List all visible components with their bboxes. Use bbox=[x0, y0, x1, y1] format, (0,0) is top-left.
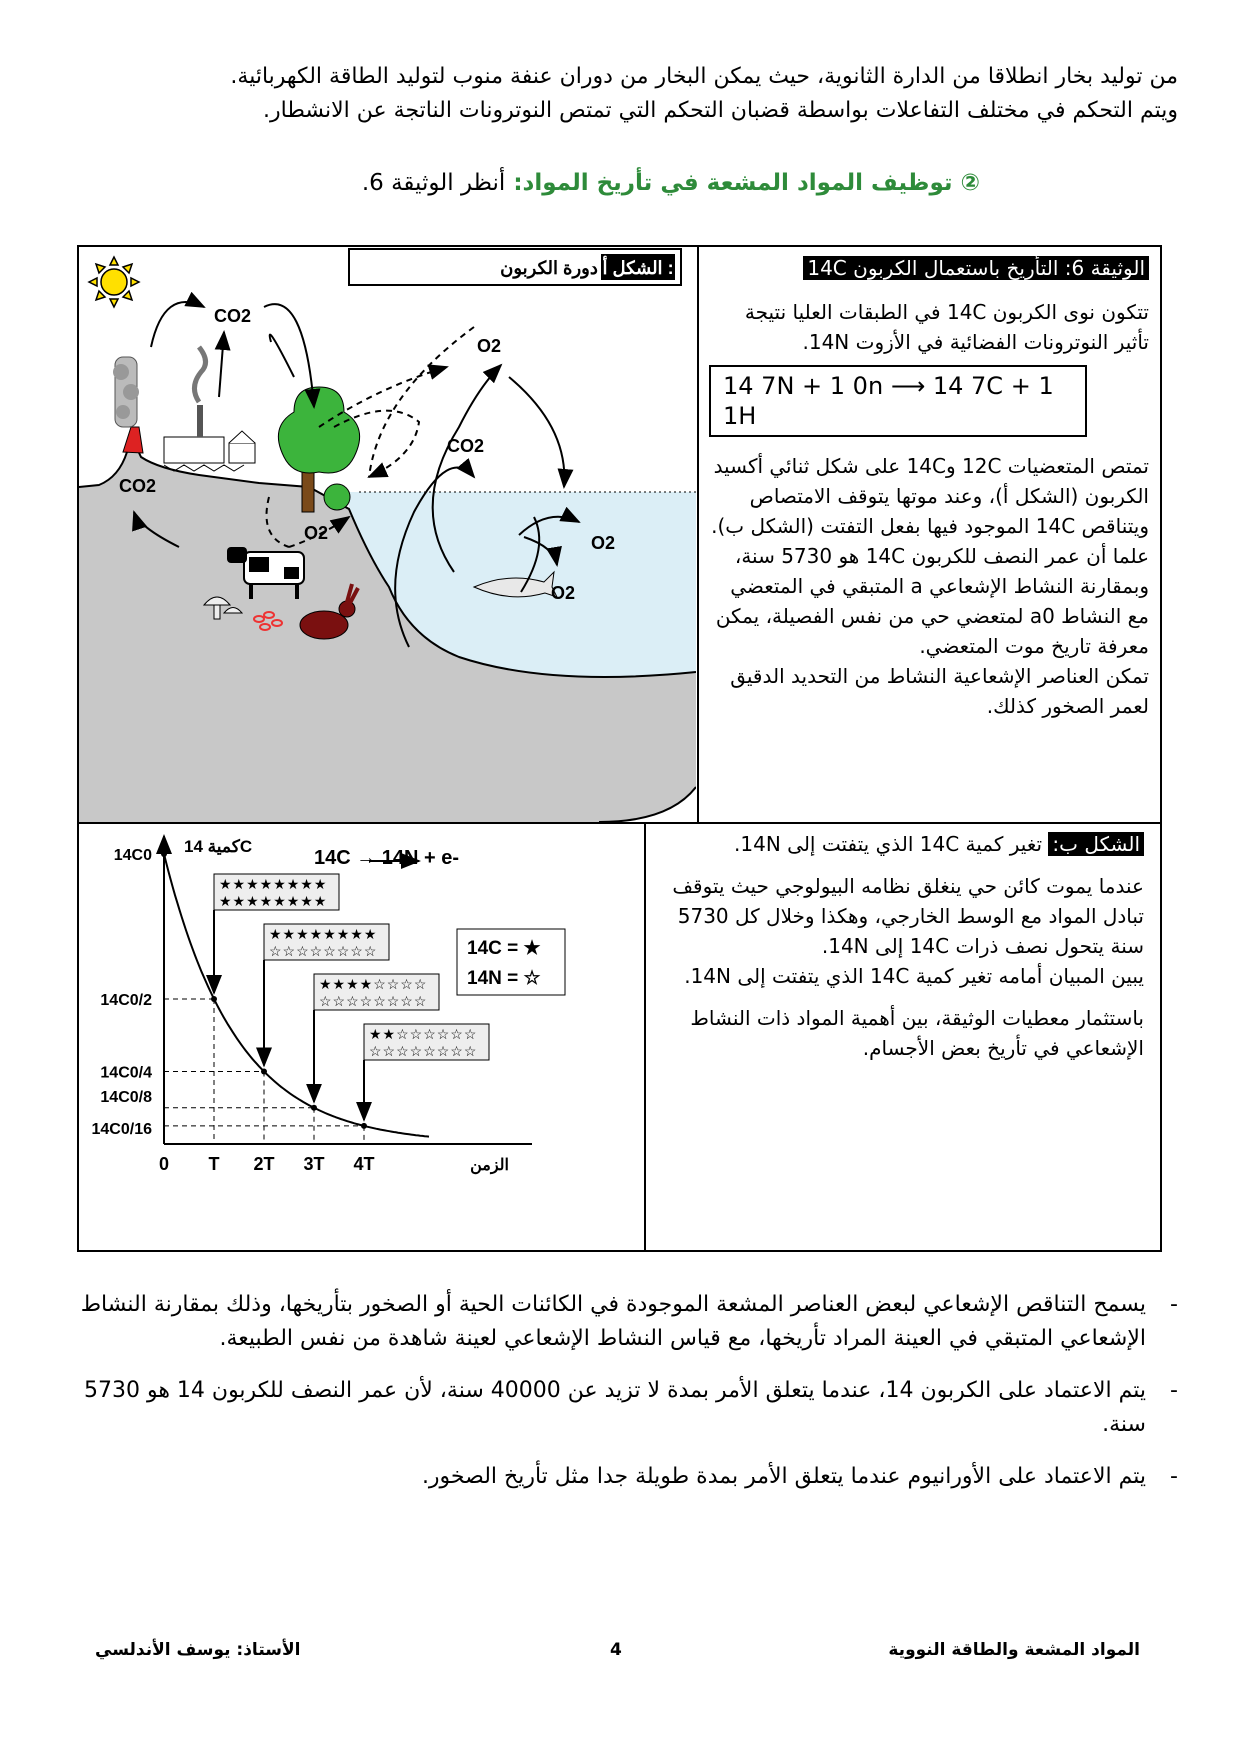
y-tick-label: 14C0 bbox=[113, 847, 152, 864]
intro-line-2: ويتم التحكم في مختلف التفاعلات بواسطة قضبان التحكم التي تمتص النوترونات الناتجة عن الانشطار. bbox=[263, 98, 1178, 123]
legend-entry: 14C = ★ bbox=[467, 938, 541, 959]
document-frame bbox=[77, 245, 1162, 1252]
atom-row: ☆☆☆☆☆☆☆☆ bbox=[319, 993, 428, 1009]
atom-row: ★★★★☆☆☆☆ bbox=[319, 976, 428, 992]
x-tick-label: 2T bbox=[253, 1154, 275, 1174]
x-axis-label: الزمن bbox=[470, 1157, 509, 1174]
bullet-text: يتم الاعتماد على الكربون 14، عندما يتعلق الأمر بمدة لا تزيد عن 40000 سنة، لأن عمر النصف للكربون 14 هو 5730 سنة. bbox=[83, 1378, 1146, 1437]
figure-a-title: دورة الكربون bbox=[500, 258, 598, 278]
atom-row: ☆☆☆☆☆☆☆☆ bbox=[369, 1043, 478, 1059]
footer-subject: المواد المشعة والطاقة النووية bbox=[888, 1640, 1140, 1660]
y-axis-label: كمية 14C bbox=[184, 837, 253, 856]
y-tick-label: 14C0/2 bbox=[100, 992, 152, 1009]
bullet-item bbox=[68, 1460, 1178, 1494]
section-number: ② bbox=[960, 170, 980, 196]
figure-b-question: باستثمار معطيات الوثيقة، بين أهمية المواد ذات النشاط الإشعاعي في تأريخ بعض الأجسام. bbox=[690, 1006, 1144, 1060]
y-tick-label: 14C0/4 bbox=[100, 1064, 152, 1082]
o2-top-label: O2 bbox=[477, 336, 502, 356]
volcano-icon bbox=[113, 357, 143, 453]
o2-fish2-label: O2 bbox=[551, 583, 576, 603]
nuclear-reaction: 14 7N + 1 0n ⟶ 14 7C + 1 1H bbox=[709, 365, 1087, 437]
x-tick-label: T bbox=[208, 1154, 220, 1174]
footer-teacher: الأستاذ: يوسف الأندلسي bbox=[95, 1640, 301, 1660]
bullet-item bbox=[68, 1374, 1178, 1442]
o2-fish1-label: O2 bbox=[591, 533, 616, 553]
divider-top bbox=[697, 247, 699, 822]
decay-chart bbox=[79, 824, 642, 1252]
co2-land-label: CO2 bbox=[119, 476, 157, 496]
bullet-marker: - bbox=[1170, 1464, 1178, 1489]
chart-title: 14C → 14N + e- bbox=[314, 847, 460, 869]
section-ref: أنظر الوثيقة 6. bbox=[361, 170, 506, 196]
doc6-para4: تمكن العناصر الإشعاعية النشاط من التحديد الدقيق لعمر الصخور كذلك. bbox=[730, 664, 1149, 718]
co2-sea-label: CO2 bbox=[447, 436, 485, 456]
carbon-cycle-figure bbox=[79, 247, 696, 822]
intro-text bbox=[58, 60, 1178, 128]
doc6-label: الوثيقة 6: التأريخ باستعمال الكربون 14C bbox=[803, 256, 1149, 280]
x-tick-label: 4T bbox=[353, 1154, 375, 1174]
intro-line-1: من توليد بخار انطلاقا من الدارة الثانوية، حيث يمكن البخار من دوران عنفة منوب لتوليد الطاقة الكهربائية. bbox=[230, 64, 1178, 89]
bullet-text: يتم الاعتماد على الأورانيوم عندما يتعلق الأمر بمدة طويلة جدا مثل تأريخ الصخور. bbox=[421, 1464, 1146, 1489]
sun-icon bbox=[89, 257, 139, 307]
bullet-marker: - bbox=[1170, 1378, 1178, 1403]
doc6-para3: علما أن عمر النصف للكربون 14C هو 5730 سنة، وبمقارنة النشاط الإشعاعي a المتبقي في المتعضي مع النشاط a0 لمتعضي حي من نفس الفصيلة، يمكن معرفة تاريخ موت المتعضي. bbox=[715, 544, 1149, 658]
y-tick-label: 14C0/8 bbox=[100, 1088, 152, 1106]
figure-a-tag: الشكل أ : bbox=[602, 258, 674, 278]
y-tick-label: 14C0/16 bbox=[91, 1120, 152, 1138]
x-tick-label: 3T bbox=[303, 1154, 325, 1174]
x-tick-label: 0 bbox=[158, 1154, 170, 1174]
divider-bottom bbox=[644, 822, 646, 1252]
data-point bbox=[161, 851, 167, 857]
conclusion-list bbox=[68, 1288, 1178, 1494]
footer-page-number: 4 bbox=[610, 1640, 622, 1660]
bullet-marker: - bbox=[1170, 1292, 1178, 1317]
factory-icon bbox=[164, 347, 255, 471]
figure-b-text bbox=[659, 829, 1144, 1063]
atom-row: ★★★★★★★★ bbox=[219, 876, 328, 892]
figure-b-para2: يبين المبيان أمامه تغير كمية 14C الذي يتفتت إلى 14N. bbox=[684, 964, 1144, 988]
section-title: توظيف المواد المشعة في تأريخ المواد: bbox=[513, 170, 953, 196]
atom-row: ★★★★★★★★ bbox=[269, 926, 378, 942]
atom-row: ☆☆☆☆☆☆☆☆ bbox=[269, 943, 378, 959]
bullet-text: يسمح التناقص الإشعاعي لبعض العناصر المشعة الموجودة في الكائنات الحية أو الصخور بتأريخها، وذلك بمقارنة النشاط الإشعاعي المتبقي في العينة المراد تأريخها، مع قياس النشاط الإشعاعي لعينة شاهدة من نفس الطبيعة. bbox=[80, 1292, 1146, 1351]
o2-tree-label: O2 bbox=[304, 523, 329, 543]
section-heading bbox=[362, 170, 980, 196]
atom-row: ★★★★★★★★ bbox=[219, 893, 328, 909]
doc6-text bbox=[709, 253, 1149, 721]
doc6-para1: تتكون نوى الكربون 14C في الطبقات العليا نتيجة تأثير النوترونات الفضائية في الأزوت 14N. bbox=[744, 300, 1149, 354]
legend-entry: 14N = ☆ bbox=[467, 968, 541, 989]
figure-b-tag: الشكل ب: bbox=[1048, 832, 1144, 856]
co2-top-label: CO2 bbox=[214, 306, 252, 326]
atom-row: ★★☆☆☆☆☆☆ bbox=[369, 1026, 478, 1042]
bullet-item bbox=[68, 1288, 1178, 1356]
figure-b-para1: عندما يموت كائن حي ينغلق نظامه البيولوجي حيث يتوقف تبادل المواد مع الوسط الخارجي، وهكذا وخلال كل 5730 سنة يتحول نصف ذرات 14C إلى 14N. bbox=[672, 874, 1144, 958]
figure-b-caption: تغير كمية 14C الذي يتفتت إلى 14N. bbox=[734, 832, 1043, 856]
doc6-para2: تمتص المتعضيات 12C و14C على شكل ثنائي أكسيد الكربون (الشكل أ)، وعند موتها يتوقف الامتصاص ويتناقص 14C الموجود فيها بفعل التفتت (الشكل ب). bbox=[711, 454, 1149, 538]
